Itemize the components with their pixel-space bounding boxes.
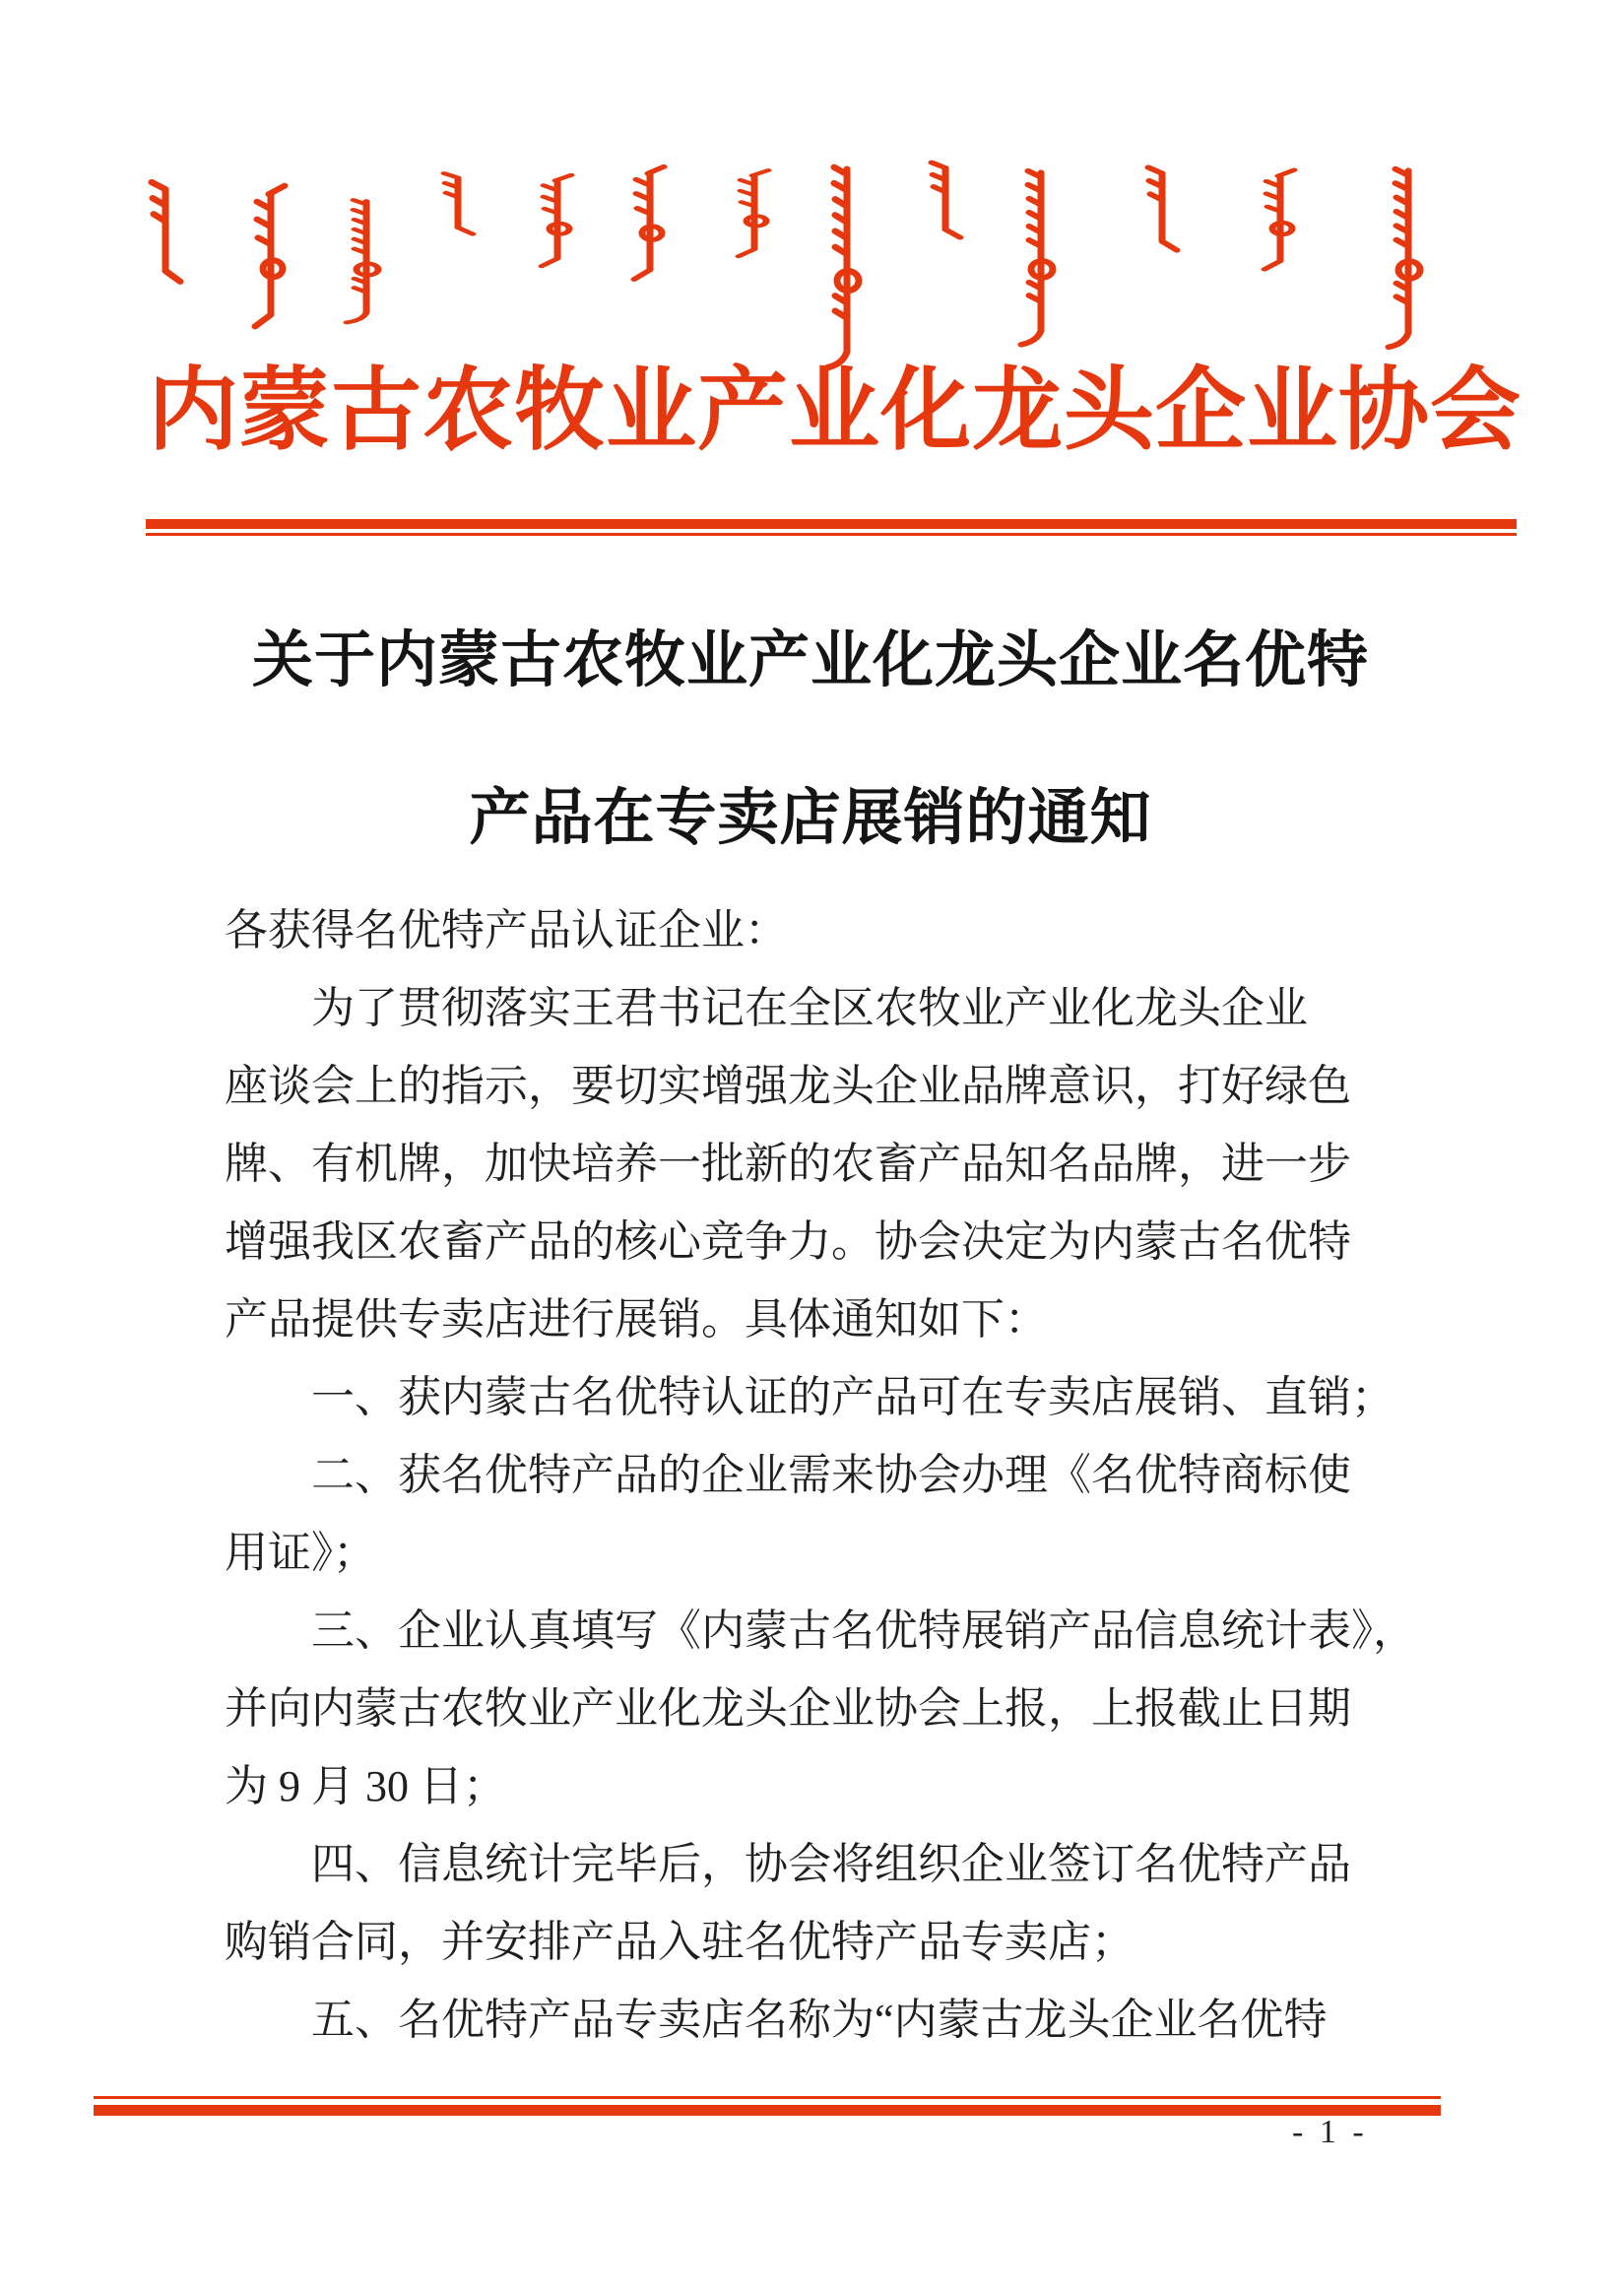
footer-rule-thin [94,2096,1441,2099]
header-rule-thick [146,519,1517,529]
body-line: 为 9 月 30 日； [225,1762,506,1810]
body-line: 并向内蒙古农牧业产业化龙头企业协会上报，上报截止日期 [225,1684,1351,1733]
notice-body [225,891,1416,2059]
body-line: 五、名优特产品专卖店名称为“内蒙古龙头企业名优特 [311,1996,1328,2044]
body-line: 牌、有机牌，加快培养一批新的农畜产品知名品牌，进一步 [225,1140,1351,1188]
mongolian-script [98,138,1497,384]
body-line: 产品提供专卖店进行展销。具体通知如下： [225,1295,1048,1344]
footer-rule-thick [94,2105,1441,2116]
page-number: - 1 - [1292,2114,1368,2150]
body-line: 三、企业认真填写《内蒙古名优特展销产品信息统计表》， [311,1607,1416,1655]
org-title: 内蒙古农牧业产业化龙头企业协会 [148,361,1523,461]
body-line: 座谈会上的指示，要切实增强龙头企业品牌意识，打好绿色 [225,1062,1351,1110]
body-line: 二、获名优特产品的企业需来协会办理《名优特商标使 [311,1451,1351,1499]
notice-title-line2: 产品在专卖店展销的通知 [469,785,1152,852]
body-line: 购销合同，并安排产品入驻名优特产品专卖店； [225,1918,1135,1966]
body-line: 一、获内蒙古名优特认证的产品可在专卖店展销、直销； [311,1373,1394,1421]
header-rule-thin [146,533,1517,536]
notice-title-line1: 关于内蒙古农牧业产业化龙头企业名优特 [251,627,1369,694]
body-line: 四、信息统计完毕后，协会将组织企业签订名优特产品 [311,1840,1351,1888]
body-line: 各获得名优特产品认证企业： [225,906,788,954]
body-line: 增强我区农畜产品的核心竞争力。协会决定为内蒙古名优特 [225,1217,1351,1266]
body-line: 用证》； [225,1529,376,1577]
body-line: 为了贯彻落实王君书记在全区农牧业产业化龙头企业 [311,984,1308,1032]
